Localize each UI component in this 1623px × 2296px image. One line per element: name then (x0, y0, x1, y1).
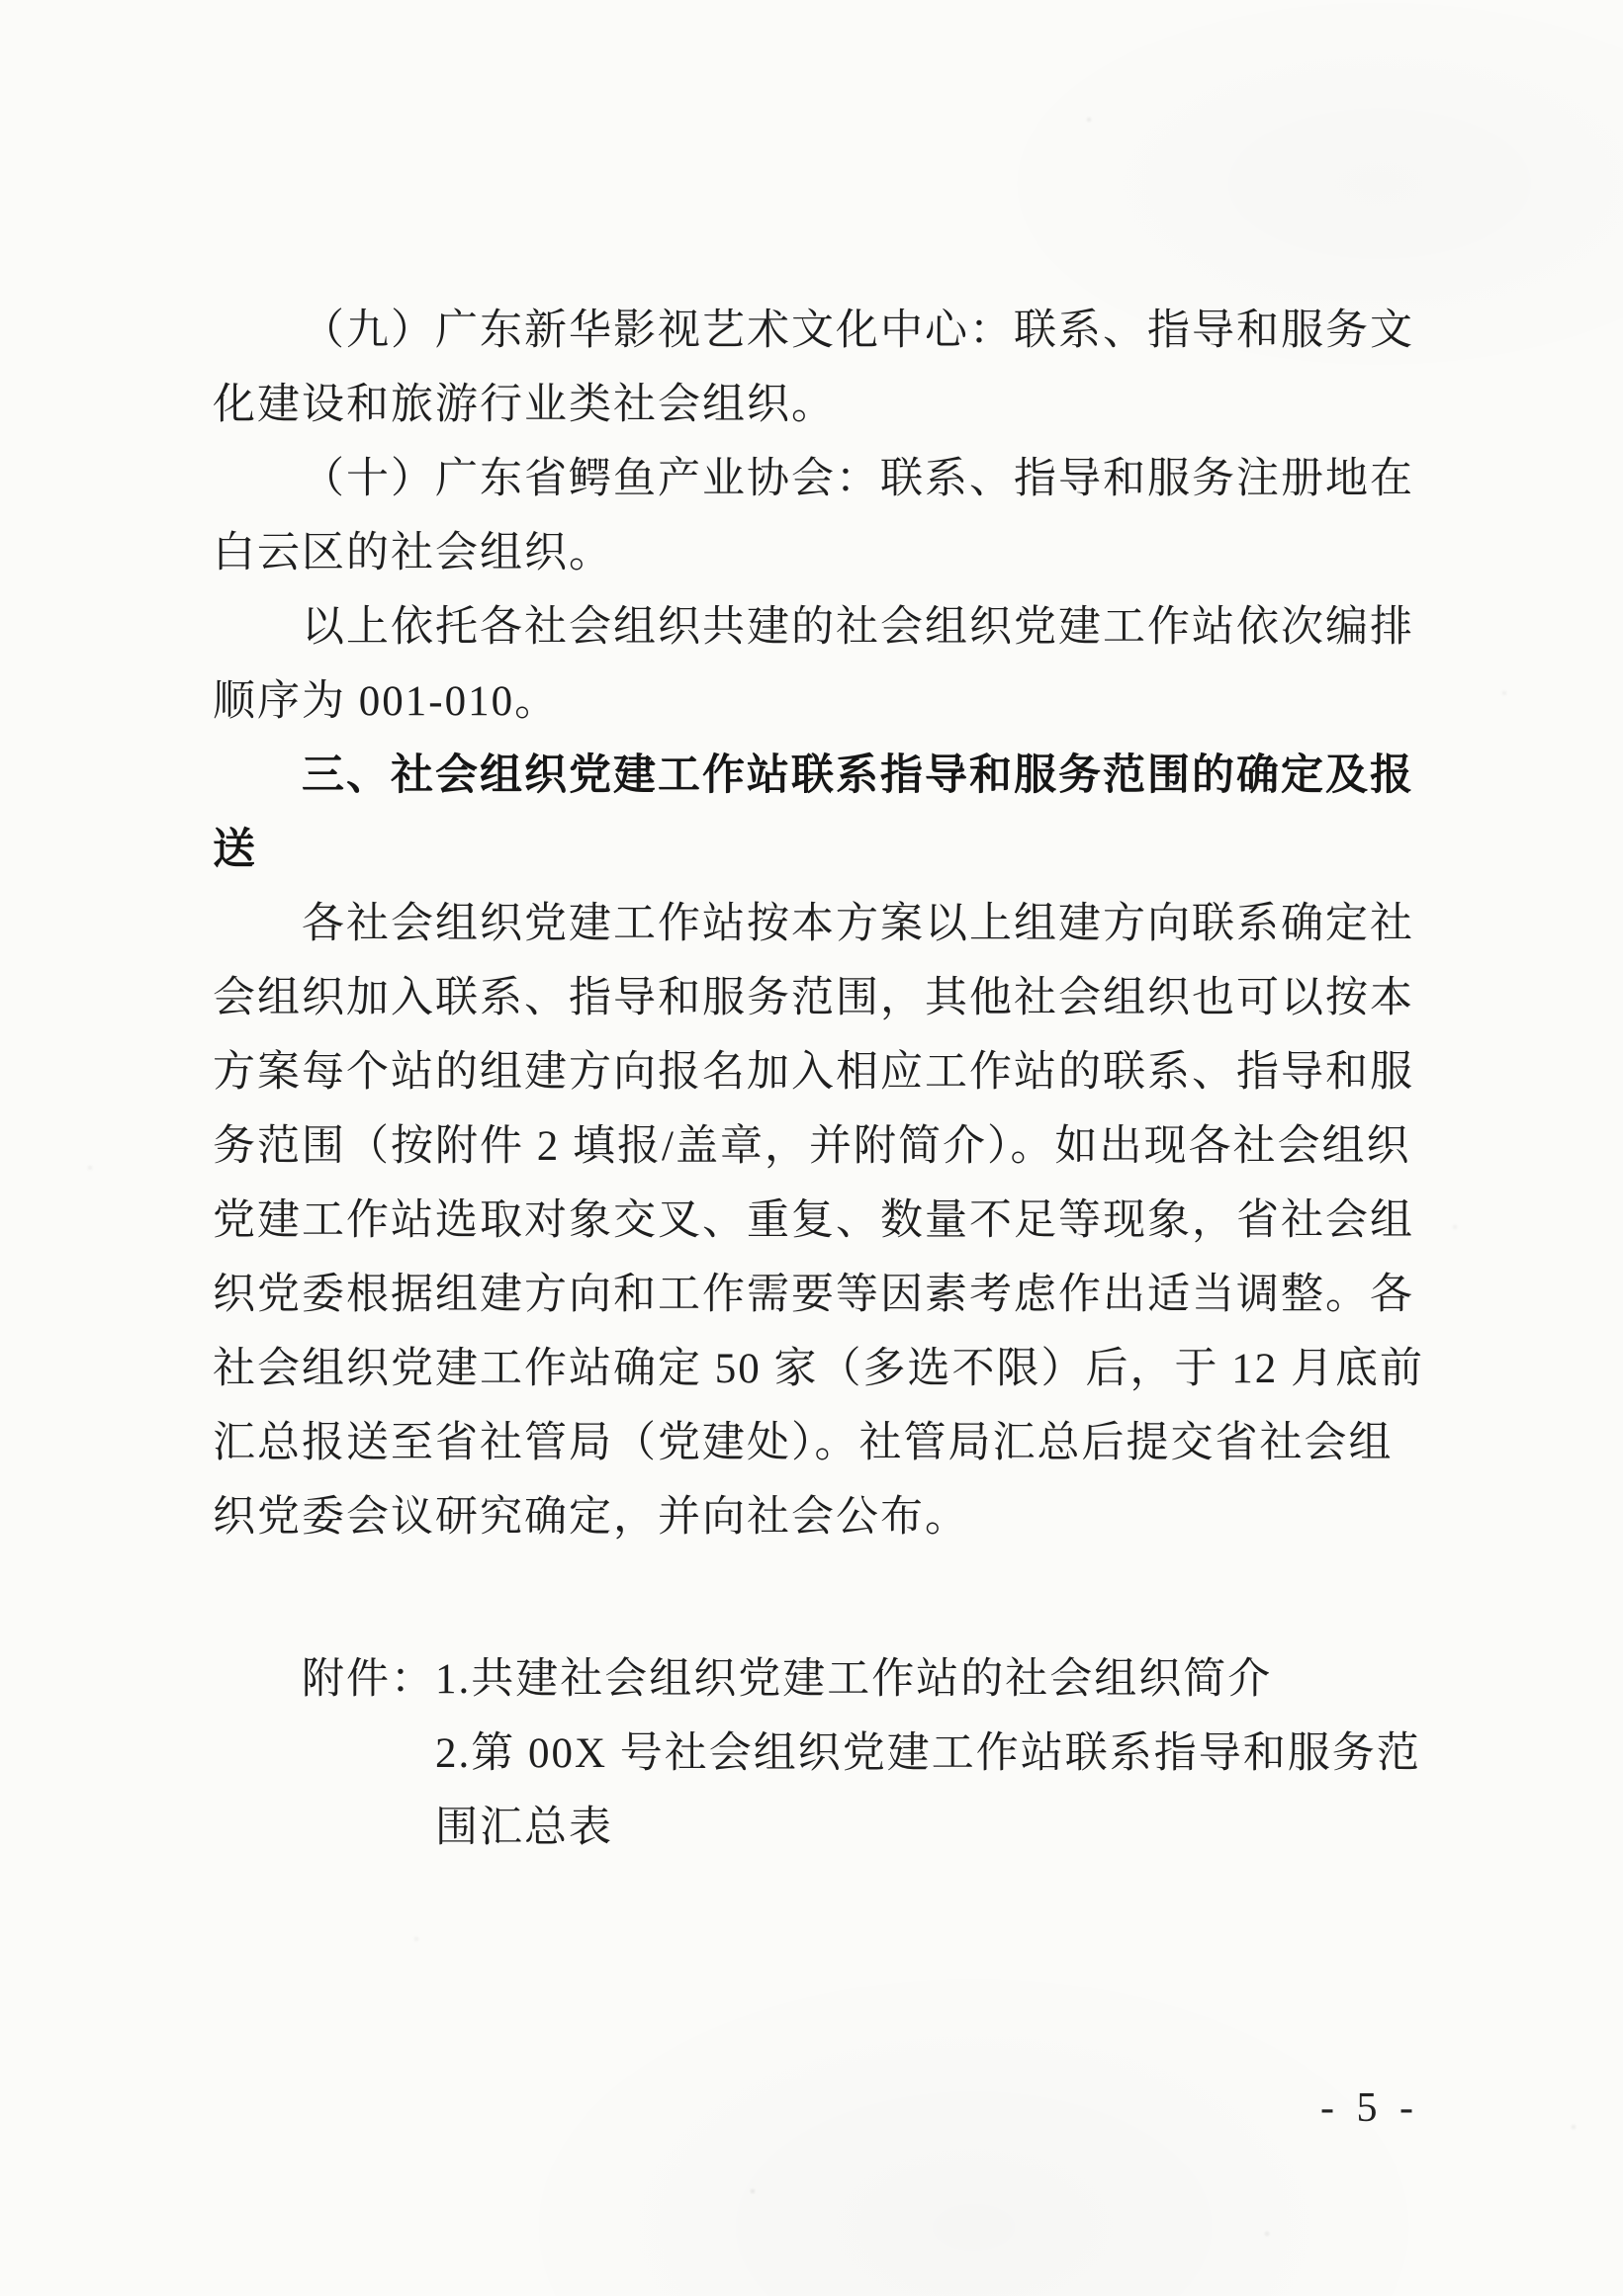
document-body (213, 294, 1439, 1865)
text-line: （十）广东省鳄鱼产业协会：联系、指导和服务注册地在 (302, 456, 1414, 502)
text-line: 附件：1.共建社会组织党建工作站的社会组织简介 (302, 1656, 1273, 1703)
text-line: 织党委根据组建方向和工作需要等因素考虑作出适当调整。各 (213, 1272, 1414, 1318)
text-line: 白云区的社会组织。 (213, 530, 613, 576)
text-line: 2.第 00X 号社会组织党建工作站联系指导和服务范 (435, 1730, 1421, 1777)
text-line: 社会组织党建工作站确定 50 家（多选不限）后，于 12 月底前 (213, 1346, 1424, 1392)
text-line: 方案每个站的组建方向报名加入相应工作站的联系、指导和服 (213, 1049, 1414, 1096)
text-line: 各社会组织党建工作站按本方案以上组建方向联系确定社 (302, 901, 1414, 947)
page-number: - 5 - (1320, 2085, 1419, 2131)
text-line: 化建设和旅游行业类社会组织。 (213, 382, 836, 428)
text-line: 织党委会议研究确定，并向社会公布。 (213, 1494, 969, 1541)
text-line: （九）广东新华影视艺术文化中心：联系、指导和服务文 (302, 308, 1414, 354)
text-line: 党建工作站选取对象交叉、重复、数量不足等现象，省社会组 (213, 1197, 1414, 1244)
text-line: 以上依托各社会组织共建的社会组织党建工作站依次编排 (302, 604, 1414, 651)
text-line: 围汇总表 (435, 1805, 613, 1851)
text-line: 送 (213, 826, 257, 873)
scan-noise-artifact (0, 0, 2, 2)
text-line: 汇总报送至省社管局（党建处）。社管局汇总后提交省社会组 (213, 1420, 1394, 1466)
text-line: 会组织加入联系、指导和服务范围，其他社会组织也可以按本 (213, 975, 1414, 1021)
text-line: 务范围（按附件 2 填报/盖章，并附简介）。如出现各社会组织 (213, 1123, 1411, 1170)
text-line: 三、社会组织党建工作站联系指导和服务范围的确定及报 (302, 751, 1414, 799)
text-line: 顺序为 001-010。 (213, 678, 560, 725)
